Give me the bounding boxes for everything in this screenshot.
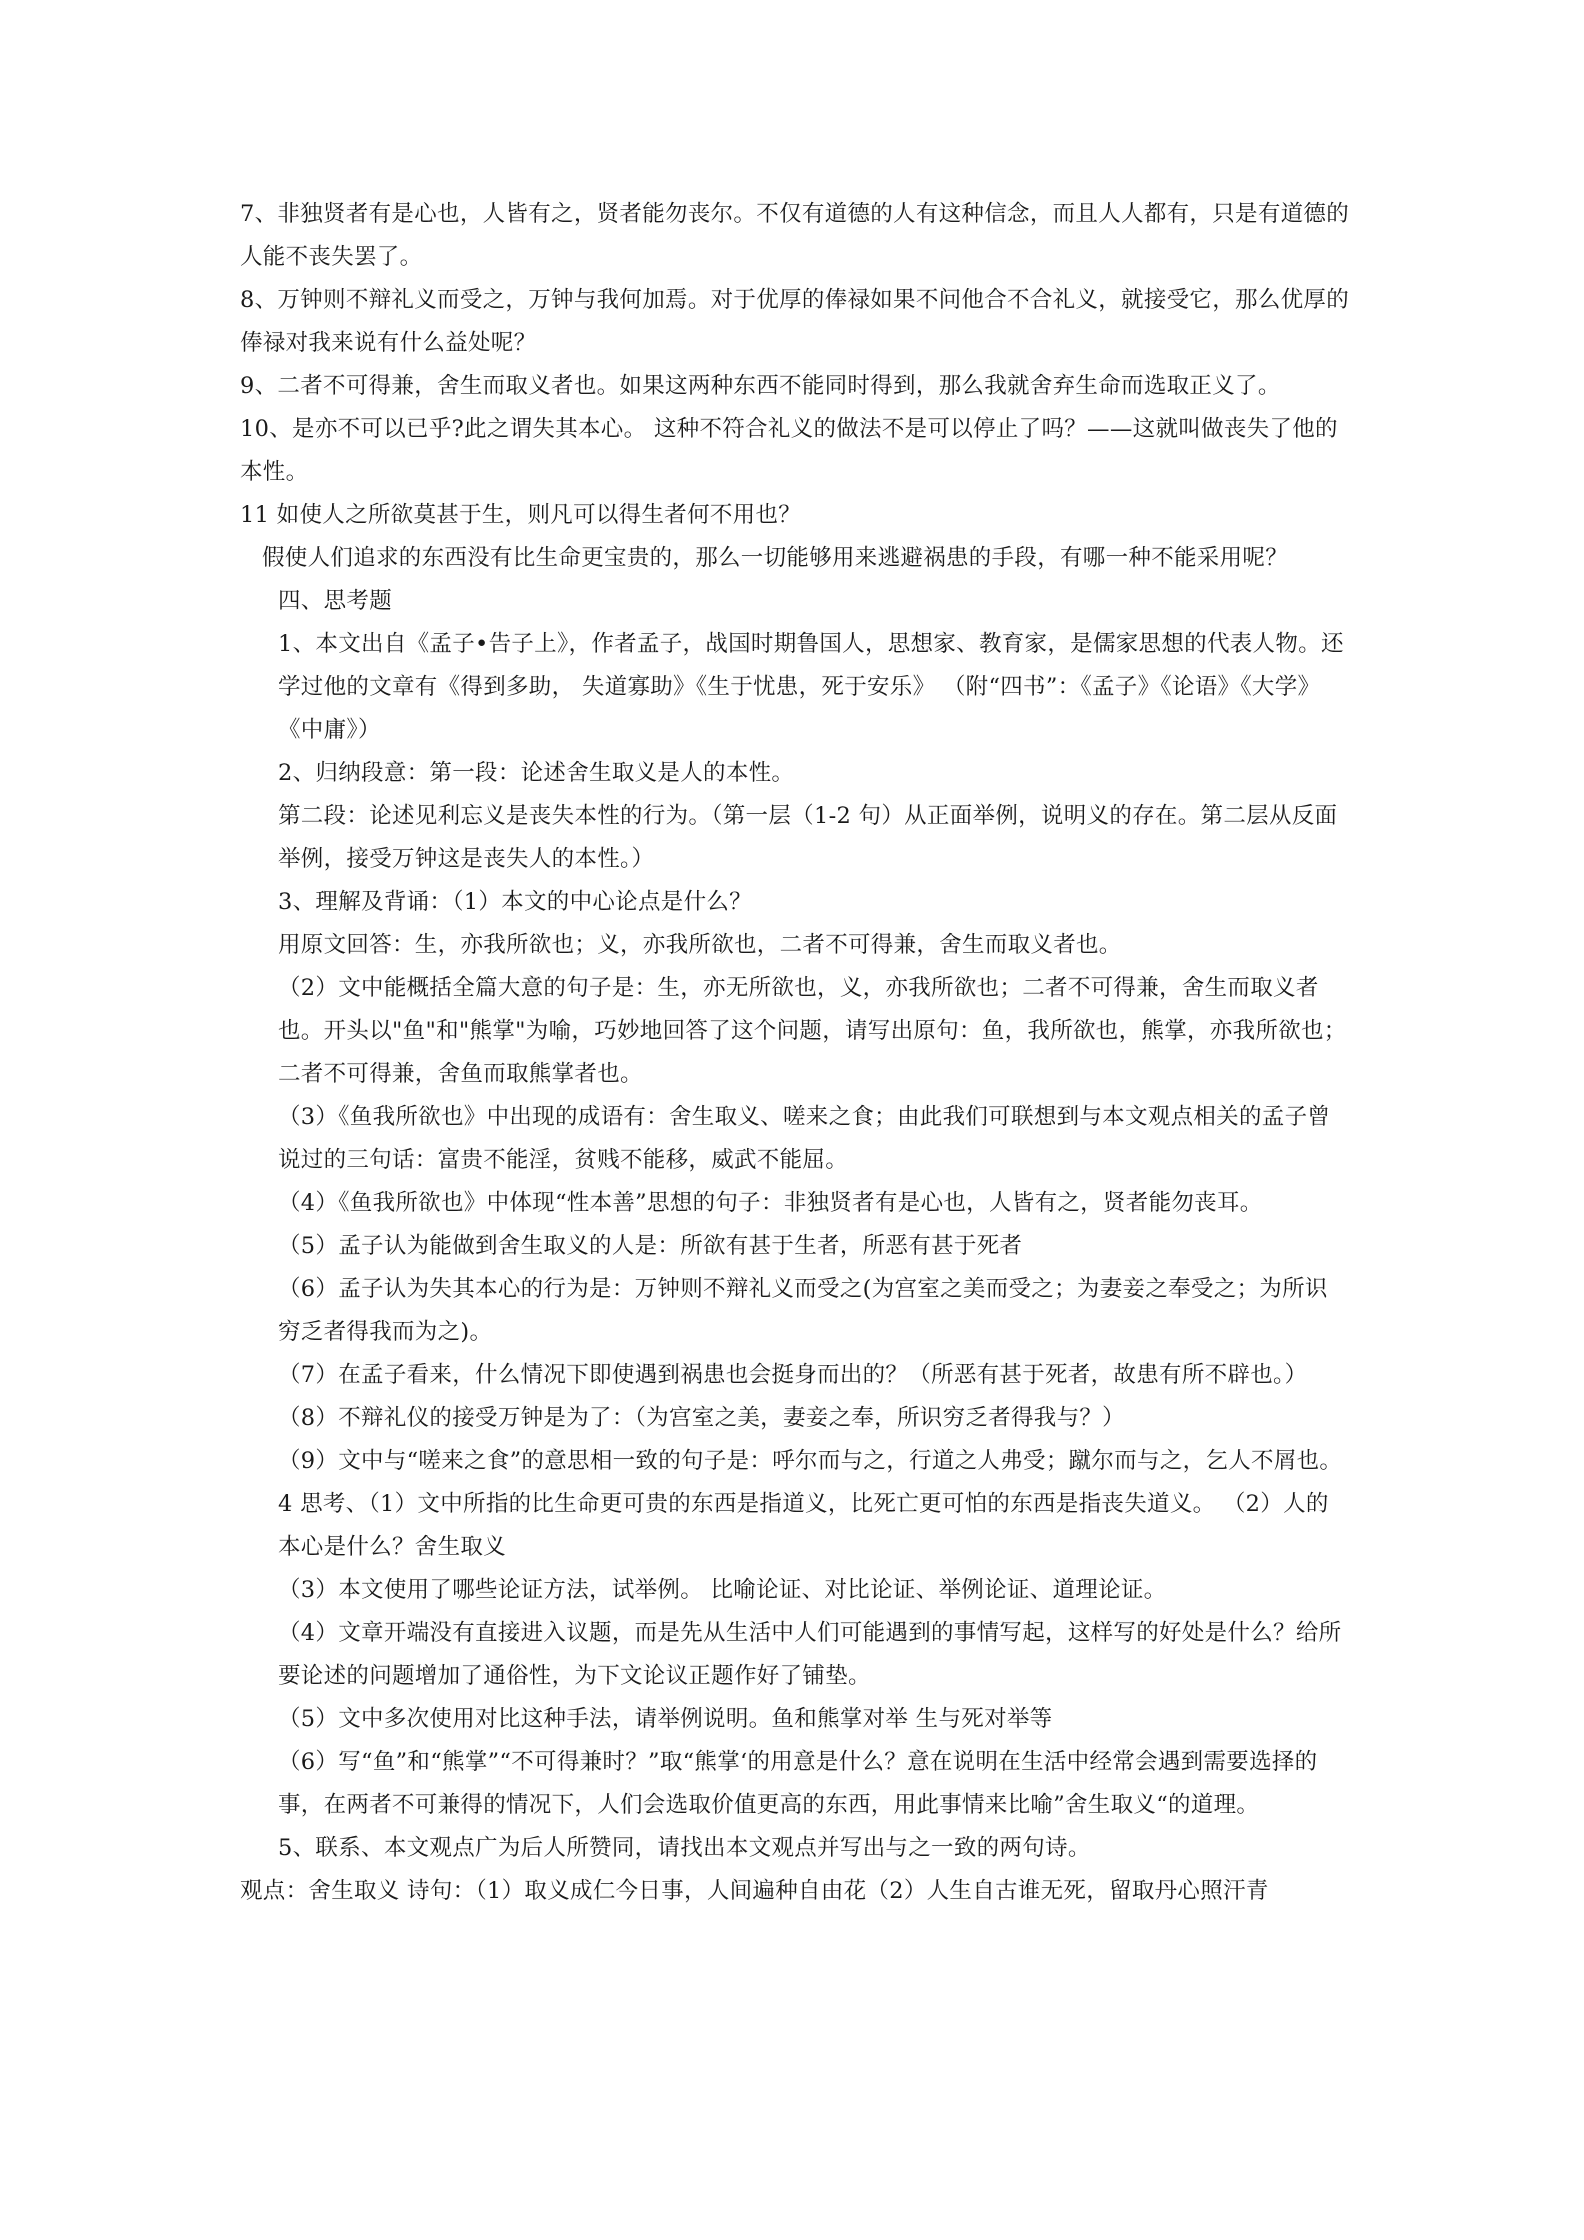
question-3: 3、理解及背诵：（1）本文的中心论点是什么？: [278, 889, 752, 915]
text-line-11: 11 如使人之所欲莫甚于生，则凡可以得生者何不用也？: [240, 502, 802, 528]
question-5-answer: 观点：舍生取义 诗句：（1）取义成仁今日事，人间遍种自由花（2）人生自古谁无死，留取丹心照汗青: [240, 1878, 1269, 1904]
question-2: 2、归纳段意：第一段：论述舍生取义是人的本性。: [278, 760, 795, 786]
question-1: 1、本文出自《孟子•告子上》，作者孟子，战国时期鲁国人，思想家、教育家，是儒家思想的代表人物。还学过他的文章有《得到多助， 失道寡助》《生于忧患，死于安乐》 （附“四书”：《孟子》《论语》《大学》《中庸》）: [278, 631, 1344, 743]
text-line-8: 8、万钟则不辩礼义而受之，万钟与我何加焉。对于优厚的俸禄如果不问他合不合礼义，就接受它，那么优厚的俸禄对我来说有什么益处呢？: [240, 287, 1350, 356]
text-line-9: 9、二者不可得兼，舍生而取义者也。如果这两种东西不能同时得到，那么我就舍弃生命而选取正义了。: [240, 373, 1281, 399]
question-4-6: （6）写“鱼”和“熊掌”“不可得兼时？”取“熊掌‘的用意是什么？意在说明在生活中经常会遇到需要选择的事，在两者不可兼得的情况下，人们会选取价值更高的东西，用此事情来比喻”舍生取义“的道理。: [278, 1749, 1318, 1818]
text-line-7: 7、非独贤者有是心也，人皆有之，贤者能勿丧尔。不仅有道德的人有这种信念，而且人人都有，只是有道德的人能不丧失罢了。: [240, 201, 1350, 270]
question-3-5: （5）孟子认为能做到舍生取义的人是：所欲有甚于生者，所恶有甚于死者: [278, 1233, 1023, 1259]
question-3-2: （2）文中能概括全篇大意的句子是：生，亦无所欲也，义，亦我所欲也；二者不可得兼，舍生而取义者也。开头以"鱼"和"熊掌"为喻，巧妙地回答了这个问题，请写出原句：鱼，我所欲也，熊掌，亦我所欲也；二者不可得兼，舍鱼而取熊掌者也。: [278, 975, 1347, 1087]
section-heading-thinking-questions: 四、思考题: [278, 588, 393, 614]
question-5: 5、联系、本文观点广为后人所赞同，请找出本文观点并写出与之一致的两句诗。: [278, 1835, 1091, 1861]
question-3-4: （4）《鱼我所欲也》中体现“性本善”思想的句子：非独贤者有是心也，人皆有之，贤者能勿丧耳。: [278, 1190, 1263, 1216]
question-4-3: （3）本文使用了哪些论证方法，试举例。 比喻论证、对比论证、举例论证、道理论证。: [278, 1577, 1167, 1603]
document-body: [240, 193, 1350, 1913]
question-3-3: （3）《鱼我所欲也》中出现的成语有：舍生取义、嗟来之食；由此我们可联想到与本文观点相关的孟子曾说过的三句话：富贵不能淫，贫贱不能移，威武不能屈。: [278, 1104, 1331, 1173]
text-line-11-translation: 假使人们追求的东西没有比生命更宝贵的，那么一切能够用来逃避祸患的手段，有哪一种不能采用呢？: [262, 545, 1289, 571]
question-4-5: （5）文中多次使用对比这种手法，请举例说明。鱼和熊掌对举 生与死对举等: [278, 1706, 1053, 1732]
question-3-8: （8）不辩礼仪的接受万钟是为了：（为宫室之美，妻妾之奉，所识穷乏者得我与？）: [278, 1405, 1125, 1431]
question-3-9: （9）文中与“嗟来之食”的意思相一致的句子是：呼尔而与之，行道之人弗受；蹴尔而与之，乞人不屑也。: [278, 1448, 1343, 1474]
question-3-answer: 用原文回答：生，亦我所欲也；义，亦我所欲也，二者不可得兼，舍生而取义者也。: [278, 932, 1122, 958]
question-3-7: （7）在孟子看来，什么情况下即使遇到祸患也会挺身而出的？（所恶有甚于死者，故患有所不辟也。）: [278, 1362, 1308, 1388]
question-4-4: （4）文章开端没有直接进入议题，而是先从生活中人们可能遇到的事情写起，这样写的好处是什么？给所要论述的问题增加了通俗性，为下文论议正题作好了铺垫。: [278, 1620, 1342, 1689]
question-4: 4 思考、（1）文中所指的比生命更可贵的东西是指道义，比死亡更可怕的东西是指丧失道义。 （2）人的本心是什么？舍生取义: [278, 1491, 1329, 1560]
question-2-paragraph-2: 第二段：论述见利忘义是丧失本性的行为。（第一层（1-2 句）从正面举例，说明义的存在。第二层从反面举例，接受万钟这是丧失人的本性。）: [278, 803, 1338, 872]
text-line-10: 10、是亦不可以已乎?此之谓失其本心。 这种不符合礼义的做法不是可以停止了吗？——这就叫做丧失了他的本性。: [240, 416, 1338, 485]
question-3-6: （6）孟子认为失其本心的行为是：万钟则不辩礼义而受之(为宫室之美而受之；为妻妾之奉受之；为所识穷乏者得我而为之)。: [278, 1276, 1328, 1345]
